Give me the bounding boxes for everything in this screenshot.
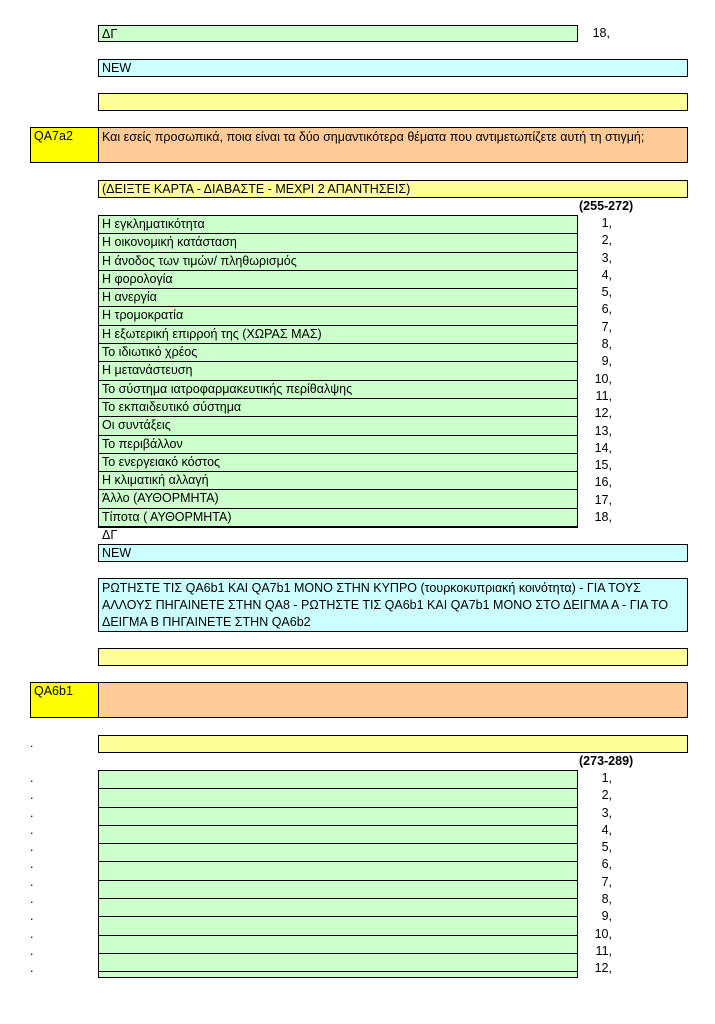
instruction-qa7a2: (ΔΕΙΞΤΕ ΚΑΡΤΑ - ΔΙΑΒΑΣΤΕ - ΜΕΧΡΙ 2 ΑΠΑΝΤΗΣΕΙΣ) bbox=[98, 180, 688, 198]
answer-code: 11, bbox=[595, 943, 612, 958]
empty-answer-row bbox=[99, 881, 577, 899]
answer-code: 3, bbox=[601, 250, 612, 265]
answer-code: 10, bbox=[594, 371, 612, 386]
answer-code: 16, bbox=[594, 475, 612, 490]
question-id-qa7a2: QA7a2 bbox=[30, 127, 99, 163]
answer-row: Η κλιματική αλλαγή bbox=[99, 472, 577, 490]
empty-answer-row bbox=[99, 954, 577, 972]
top-yellow-bar bbox=[98, 93, 688, 111]
answer-row: Η εγκληματικότητα bbox=[99, 216, 577, 234]
answer-code: 13, bbox=[594, 423, 612, 438]
row-dot: . bbox=[30, 857, 34, 872]
answer-codes-qa7a2 bbox=[560, 215, 612, 526]
answer-code: 9, bbox=[601, 909, 612, 924]
answer-code: 7, bbox=[601, 319, 612, 334]
routing-note: ΡΩΤΗΣΤΕ ΤΙΣ QA6b1 ΚΑΙ QA7b1 ΜΟΝΟ ΣΤΗΝ ΚΥΠΡΟ (τουρκοκυπριακή κοινότητα) - ΓΙΑ ΤΟΥΣ ΑΛΛΟΥΣ ΠΗΓΑΙΝΕΤΕ ΣΤΗΝ QA8 - ΡΩΤΗΣΤΕ ΤΙΣ QA6b1 ΚΑΙ QA7b1 ΜΟΝΟ ΣΤΟ ΔΕΙΓΜΑ Α - ΓΙΑ ΤΟ ΔΕΙΓΜΑ Β ΠΗΓΑΙΝΕΤΕ ΣΤΗΝ QA6b2 bbox=[98, 578, 688, 632]
new-banner-qa7a2: NEW bbox=[98, 544, 688, 562]
yellow-bar-before-qa6b1 bbox=[98, 648, 688, 666]
column-range-qa6b1: (273-289) bbox=[579, 754, 634, 768]
empty-answer-row bbox=[99, 826, 577, 844]
answer-codes-qa6b1 bbox=[560, 770, 612, 978]
instruction-qa6b1 bbox=[98, 735, 688, 753]
answer-code: 9, bbox=[601, 354, 612, 369]
answer-row: Η μετανάστευση bbox=[99, 362, 577, 380]
answer-row: Το σύστημα ιατροφαρμακευτικής περίθαλψης bbox=[99, 381, 577, 399]
row-dot: . bbox=[30, 874, 34, 889]
answer-row: Το ενεργειακό κόστος bbox=[99, 454, 577, 472]
answer-row: Τίποτα ( ΑΥΘΟΡΜΗΤΑ) bbox=[99, 509, 577, 527]
answer-code: 5, bbox=[601, 840, 612, 855]
empty-answer-row bbox=[99, 936, 577, 954]
answer-row: Η οικονομική κατάσταση bbox=[99, 234, 577, 252]
answer-list-qa6b1 bbox=[98, 770, 578, 978]
question-id-qa6b1: QA6b1 bbox=[30, 682, 99, 718]
empty-answer-row bbox=[99, 917, 577, 935]
answer-code: 3, bbox=[601, 805, 612, 820]
question-text-qa7a2: Και εσείς προσωπικά, ποια είναι τα δύο σημαντικότερα θέματα που αντιμετωπίζετε αυτή τη στιγμή; bbox=[98, 127, 688, 163]
row-dot: . bbox=[30, 840, 34, 855]
empty-answer-row bbox=[99, 899, 577, 917]
answer-code: 4, bbox=[601, 822, 612, 837]
answer-code: 2, bbox=[601, 788, 612, 803]
empty-answer-row bbox=[99, 771, 577, 789]
answer-code: 10, bbox=[594, 926, 612, 941]
answer-row: Η ανεργία bbox=[99, 289, 577, 307]
row-dot: . bbox=[30, 788, 34, 803]
answer-code: 18, bbox=[594, 510, 612, 525]
answer-row: Το περιβάλλον bbox=[99, 436, 577, 454]
answer-code: 7, bbox=[601, 874, 612, 889]
answer-code: 5, bbox=[601, 285, 612, 300]
answer-row: Η φορολογία bbox=[99, 271, 577, 289]
row-dot: . bbox=[30, 943, 34, 958]
answer-row: Η τρομοκρατία bbox=[99, 307, 577, 325]
answer-code: 17, bbox=[594, 492, 612, 507]
row-dot: . bbox=[30, 805, 34, 820]
row-dot: . bbox=[30, 771, 34, 785]
empty-answer-row bbox=[99, 808, 577, 826]
empty-answer-row bbox=[99, 789, 577, 807]
answer-code: 14, bbox=[594, 440, 612, 455]
answer-code: 4, bbox=[601, 267, 612, 282]
answer-code: 11, bbox=[595, 388, 612, 403]
empty-answer-row bbox=[99, 844, 577, 862]
row-dot: . bbox=[30, 736, 34, 750]
top-new-banner: NEW bbox=[98, 59, 688, 77]
answer-row: Το ιδιωτικό χρέος bbox=[99, 344, 577, 362]
answer-code: 8, bbox=[601, 337, 612, 352]
answer-code: 12, bbox=[594, 961, 612, 976]
answer-code: 2, bbox=[601, 233, 612, 248]
answer-code: 8, bbox=[601, 892, 612, 907]
row-dot: . bbox=[30, 822, 34, 837]
answer-row: Άλλο (ΑΥΘΟΡΜΗΤΑ) bbox=[99, 490, 577, 508]
row-dot: . bbox=[30, 961, 34, 976]
answer-row: Η άνοδος των τιμών/ πληθωρισμός bbox=[99, 253, 577, 271]
qa6b1-dot-column bbox=[30, 770, 40, 978]
answer-row: ΔΓ bbox=[102, 528, 118, 543]
column-range-qa7a2: (255-272) bbox=[579, 199, 634, 213]
question-text-qa6b1 bbox=[98, 682, 688, 718]
answer-code: 1, bbox=[601, 216, 612, 230]
answer-code: 6, bbox=[601, 857, 612, 872]
row-dot: . bbox=[30, 892, 34, 907]
answer-list-qa7a2 bbox=[98, 215, 578, 543]
empty-answer-row bbox=[99, 972, 577, 989]
top-dk-code: 18, bbox=[592, 26, 610, 40]
answer-code: 6, bbox=[601, 302, 612, 317]
answer-code: 1, bbox=[601, 771, 612, 785]
answer-row: Η εξωτερική επιρροή της (ΧΩΡΑΣ ΜΑΣ) bbox=[99, 326, 577, 344]
row-dot: . bbox=[30, 926, 34, 941]
answer-row: Οι συντάξεις bbox=[99, 417, 577, 435]
answer-row: Το εκπαιδευτικό σύστημα bbox=[99, 399, 577, 417]
empty-answer-row bbox=[99, 862, 577, 880]
answer-code: 12, bbox=[594, 406, 612, 421]
top-dk-cell: ΔΓ bbox=[98, 25, 578, 42]
row-dot: . bbox=[30, 909, 34, 924]
answer-code: 15, bbox=[594, 458, 612, 473]
